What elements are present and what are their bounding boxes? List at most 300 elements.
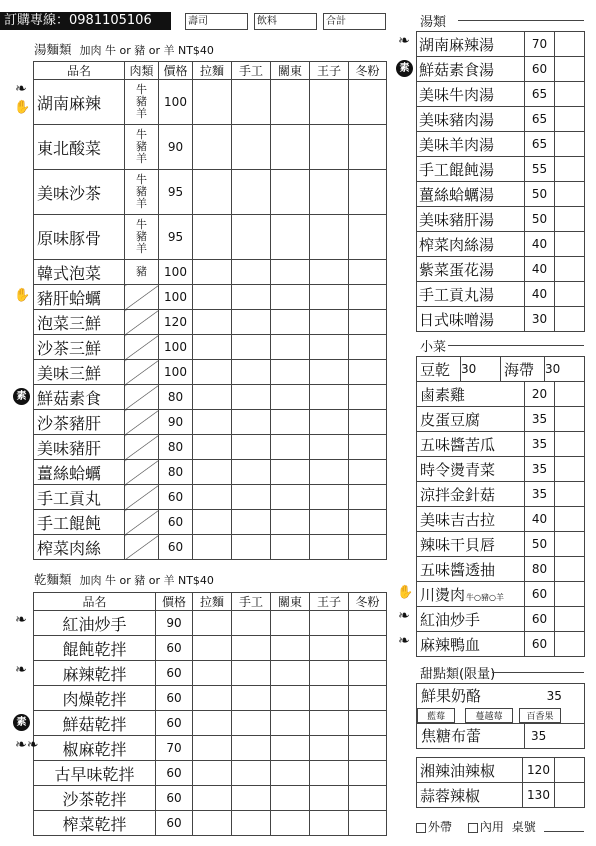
table-row (34, 260, 387, 285)
noodle-choice-cell[interactable] (232, 260, 271, 285)
meat-option[interactable]: 牛 豬 羊 (125, 170, 159, 215)
soup-header (420, 11, 584, 30)
noodle-choice-cell[interactable] (310, 285, 349, 310)
noodle-choice-cell[interactable] (271, 80, 310, 125)
quantity-cell[interactable] (555, 82, 585, 107)
menu-item-name: 紅油炒手 ❧ (417, 607, 525, 632)
meat-choice-text[interactable]: 牛○豬○羊 (466, 592, 504, 602)
table-row (417, 457, 585, 482)
chili-pepper-icon: ❧ (15, 662, 27, 678)
noodle-choice-cell[interactable] (232, 285, 271, 310)
noodle-choice-cell[interactable] (310, 310, 349, 335)
menu-item-price: 60 (525, 632, 555, 657)
noodle-choice-cell[interactable] (349, 736, 387, 761)
noodle-choice-cell[interactable] (310, 711, 349, 736)
noodle-choice-cell[interactable] (310, 811, 349, 836)
menu-item-price: 80 (159, 460, 193, 485)
dessert-table (416, 683, 585, 749)
noodle-choice-cell[interactable] (271, 460, 310, 485)
noodle-choice-cell[interactable] (232, 535, 271, 560)
menu-item-price: 90 (156, 611, 193, 636)
noodle-choice-cell[interactable] (193, 736, 232, 761)
menu-item-price: 30 (525, 307, 555, 332)
menu-item-name: 美味羊肉湯 (417, 132, 525, 157)
menu-item-price: 60 (159, 485, 193, 510)
noodle-choice-cell[interactable] (349, 215, 387, 260)
menu-item-name: 鹵素雞 (417, 382, 525, 407)
quantity-cell[interactable] (555, 557, 585, 582)
caramel-brulee: 焦糖布蕾 (417, 723, 525, 748)
table-row (417, 382, 585, 407)
table-row (417, 432, 585, 457)
table-row (417, 557, 585, 582)
noodle-choice-cell[interactable] (193, 435, 232, 460)
noodle-choice-cell[interactable] (193, 661, 232, 686)
noodle-choice-cell[interactable] (310, 215, 349, 260)
menu-item-name: 涼拌金針菇 (417, 482, 525, 507)
dry-noodle-header (34, 570, 386, 586)
menu-item-price: 100 (159, 360, 193, 385)
flavor-cranberry[interactable]: 蔓越莓 (465, 708, 513, 723)
dry-noodle-col-header: 拉麵 (193, 593, 232, 611)
noodle-choice-cell[interactable] (232, 360, 271, 385)
noodle-choice-cell[interactable] (310, 686, 349, 711)
noodle-choice-cell[interactable] (349, 460, 387, 485)
noodle-choice-cell[interactable] (193, 811, 232, 836)
menu-item-name: 肉燥乾拌 (34, 686, 156, 711)
noodle-choice-cell[interactable] (310, 385, 349, 410)
soup-noodle-col-header: 品名 (34, 62, 125, 80)
menu-item-price: 35 (525, 457, 555, 482)
noodle-choice-cell[interactable] (349, 711, 387, 736)
noodle-choice-cell[interactable] (310, 611, 349, 636)
menu-item-price: 100 (159, 335, 193, 360)
dry-noodle-col-header: 品名 (34, 593, 156, 611)
menu-item-name: 紫菜蛋花湯 (417, 257, 525, 282)
noodle-choice-cell[interactable] (310, 410, 349, 435)
table-row (34, 170, 387, 215)
noodle-choice-cell[interactable] (193, 285, 232, 310)
meat-option[interactable]: 牛 豬 羊 (125, 80, 159, 125)
noodle-choice-cell[interactable] (271, 611, 310, 636)
quantity-cell[interactable] (555, 457, 585, 482)
noodle-choice-cell[interactable] (310, 335, 349, 360)
quantity-cell[interactable] (555, 157, 585, 182)
chili-pepper-icon: ❧ (15, 81, 27, 97)
noodle-choice-cell[interactable] (349, 761, 387, 786)
menu-item-price: 60 (156, 761, 193, 786)
noodle-choice-cell[interactable] (271, 636, 310, 661)
table-row (34, 786, 387, 811)
menu-item-name: 榨菜肉絲 (34, 535, 125, 560)
menu-item-price: 120 (159, 310, 193, 335)
quantity-cell[interactable] (555, 282, 585, 307)
thumbs-up-icon: ✋ (14, 288, 31, 303)
table-row (34, 611, 387, 636)
menu-item-name: 韓式泡菜 (34, 260, 125, 285)
dessert-title: 甜點類(限量) (420, 667, 496, 682)
noodle-choice-cell[interactable] (271, 125, 310, 170)
noodle-choice-cell[interactable] (349, 385, 387, 410)
noodle-choice-cell[interactable] (271, 535, 310, 560)
noodle-choice-cell[interactable] (310, 435, 349, 460)
sushi-field[interactable] (185, 13, 248, 30)
noodle-choice-cell[interactable] (232, 761, 271, 786)
menu-item-name: 手工餛飩湯 (417, 157, 525, 182)
fruit-pudding-price: 35 (525, 684, 585, 708)
menu-item-name: 美味沙茶 (34, 170, 125, 215)
noodle-choice-cell[interactable] (310, 510, 349, 535)
menu-item-name: 鮮菇素食湯 素 (417, 57, 525, 82)
noodle-choice-cell[interactable] (271, 786, 310, 811)
table-row (417, 307, 585, 332)
table-row (417, 632, 585, 657)
noodle-choice-cell[interactable] (310, 360, 349, 385)
noodle-choice-cell[interactable] (232, 711, 271, 736)
noodle-choice-cell[interactable] (271, 385, 310, 410)
noodle-choice-cell[interactable] (193, 310, 232, 335)
table-number-label: 桌號 (511, 820, 536, 834)
noodle-choice-cell[interactable] (232, 385, 271, 410)
table-row (417, 607, 585, 632)
side-table (397, 381, 585, 657)
soup-noodle-col-header: 冬粉 (349, 62, 387, 80)
meat-option (125, 385, 159, 410)
side-pair-table (416, 356, 585, 382)
quantity-cell[interactable] (555, 582, 585, 607)
table-row (34, 410, 387, 435)
noodle-choice-cell[interactable] (271, 736, 310, 761)
menu-item-price: 60 (525, 582, 555, 607)
noodle-choice-cell[interactable] (310, 761, 349, 786)
noodle-choice-cell[interactable] (310, 485, 349, 510)
quantity-cell[interactable] (555, 507, 585, 532)
noodle-choice-cell[interactable] (310, 125, 349, 170)
total-field[interactable] (323, 13, 386, 30)
meat-option[interactable]: 牛 豬 羊 (125, 215, 159, 260)
noodle-choice-cell[interactable] (349, 335, 387, 360)
quantity-cell[interactable] (555, 432, 585, 457)
noodle-choice-cell[interactable] (271, 285, 310, 310)
takeout-label: 外帶 (428, 820, 453, 834)
order-hotline-box: 訂購專線：0981105106 (0, 12, 171, 30)
menu-item-name: 鮮菇乾拌 素 (34, 711, 156, 736)
noodle-choice-cell[interactable] (193, 636, 232, 661)
noodle-choice-cell[interactable] (193, 80, 232, 125)
quantity-cell[interactable] (555, 232, 585, 257)
noodle-choice-cell[interactable] (310, 170, 349, 215)
soup-noodle-title: 湯麵類 (34, 42, 72, 57)
noodle-choice-cell[interactable] (271, 410, 310, 435)
table-row (34, 360, 387, 385)
noodle-choice-cell[interactable] (232, 786, 271, 811)
noodle-choice-cell[interactable] (193, 125, 232, 170)
menu-item-name: 原味豚骨 (34, 215, 125, 260)
meat-option (125, 460, 159, 485)
dry-noodle-col-header: 手工 (232, 593, 271, 611)
noodle-choice-cell[interactable] (271, 711, 310, 736)
caramel-brulee-price: 35 (525, 723, 585, 748)
noodle-choice-cell[interactable] (193, 260, 232, 285)
noodle-choice-cell[interactable] (349, 686, 387, 711)
dry-noodle-col-header: 王子 (310, 593, 349, 611)
noodle-choice-cell[interactable] (232, 460, 271, 485)
quantity-cell[interactable] (555, 107, 585, 132)
noodle-choice-cell[interactable] (349, 125, 387, 170)
table-row (417, 507, 585, 532)
meat-option (125, 310, 159, 335)
noodle-choice-cell[interactable] (349, 260, 387, 285)
noodle-choice-cell[interactable] (349, 636, 387, 661)
menu-item-name: 餛飩乾拌 (34, 636, 156, 661)
menu-item-name: 美味吉古拉 (417, 507, 525, 532)
table-row (417, 157, 585, 182)
quantity-cell[interactable] (555, 132, 585, 157)
noodle-choice-cell[interactable] (193, 360, 232, 385)
meat-option[interactable]: 牛 豬 羊 (125, 125, 159, 170)
noodle-choice-cell[interactable] (232, 485, 271, 510)
noodle-choice-cell[interactable] (232, 661, 271, 686)
noodle-choice-cell[interactable] (232, 170, 271, 215)
noodle-choice-cell[interactable] (310, 460, 349, 485)
menu-item-price: 60 (525, 57, 555, 82)
quantity-cell[interactable] (555, 382, 585, 407)
menu-item-name: 榨菜乾拌 (34, 811, 156, 836)
seaweed: 海帶 (501, 357, 545, 382)
noodle-choice-cell[interactable] (349, 80, 387, 125)
noodle-choice-cell[interactable] (232, 736, 271, 761)
soup-table (398, 31, 585, 332)
table-row (34, 435, 387, 460)
menu-item-price: 80 (525, 557, 555, 582)
quantity-cell[interactable] (555, 307, 585, 332)
quantity-cell[interactable] (555, 532, 585, 557)
menu-item-name: 手工貢丸 (34, 485, 125, 510)
chili-pepper-icon: ❧ (398, 33, 410, 49)
menu-item-name: 美味豬肝 (34, 435, 125, 460)
flavor-passionfruit[interactable]: 百香果 (519, 708, 561, 723)
noodle-choice-cell[interactable] (271, 360, 310, 385)
menu-item-price: 60 (159, 510, 193, 535)
menu-item-price: 80 (159, 435, 193, 460)
table-row (417, 132, 585, 157)
noodle-choice-cell[interactable] (349, 435, 387, 460)
dry-noodle-col-header: 冬粉 (349, 593, 387, 611)
table-row (417, 532, 585, 557)
drinks-field[interactable] (254, 13, 317, 30)
meat-option (125, 535, 159, 560)
noodle-choice-cell[interactable] (232, 611, 271, 636)
quantity-cell[interactable] (555, 182, 585, 207)
noodle-choice-cell[interactable] (193, 215, 232, 260)
noodle-choice-cell[interactable] (310, 535, 349, 560)
menu-item-name: 湘辣油辣椒 (417, 758, 523, 783)
noodle-choice-cell[interactable] (310, 661, 349, 686)
noodle-choice-cell[interactable] (310, 80, 349, 125)
menu-item-price: 60 (156, 661, 193, 686)
noodle-choice-cell[interactable] (193, 485, 232, 510)
noodle-choice-cell[interactable] (193, 410, 232, 435)
noodle-choice-cell[interactable] (193, 761, 232, 786)
dessert-underline (492, 672, 584, 673)
noodle-choice-cell[interactable] (232, 811, 271, 836)
table-row (34, 310, 387, 335)
menu-item-name: 麻辣乾拌 ❧ (34, 661, 156, 686)
noodle-choice-cell[interactable] (349, 786, 387, 811)
soup-noodle-table (14, 61, 387, 560)
noodle-choice-cell[interactable] (193, 335, 232, 360)
soup-title: 湯類 (420, 15, 447, 30)
meat-option[interactable]: 豬 (125, 260, 159, 285)
table-row (417, 582, 585, 607)
noodle-choice-cell[interactable] (271, 661, 310, 686)
noodle-choice-cell[interactable] (193, 711, 232, 736)
noodle-choice-cell[interactable] (193, 686, 232, 711)
dry-noodle-col-header: 價格 (156, 593, 193, 611)
quantity-cell[interactable] (555, 207, 585, 232)
noodle-choice-cell[interactable] (271, 811, 310, 836)
menu-item-price: 40 (525, 257, 555, 282)
noodle-choice-cell[interactable] (193, 170, 232, 215)
pudding-flavors (417, 708, 585, 724)
noodle-choice-cell[interactable] (271, 435, 310, 460)
soup-noodle-note: 加肉 牛 or 豬 or 羊 NT$40 (79, 44, 214, 57)
menu-item-name: 沙茶三鮮 (34, 335, 125, 360)
noodle-choice-cell[interactable] (271, 215, 310, 260)
noodle-choice-cell[interactable] (193, 510, 232, 535)
noodle-choice-cell[interactable] (193, 460, 232, 485)
noodle-choice-cell[interactable] (271, 170, 310, 215)
noodle-choice-cell[interactable] (349, 310, 387, 335)
noodle-choice-cell[interactable] (271, 260, 310, 285)
noodle-choice-cell[interactable] (349, 661, 387, 686)
vegetarian-icon: 素 (13, 388, 30, 405)
soup-noodle-col-header: 價格 (159, 62, 193, 80)
table-row (417, 482, 585, 507)
noodle-choice-cell[interactable] (232, 80, 271, 125)
noodle-choice-cell[interactable] (232, 310, 271, 335)
noodle-choice-cell[interactable] (232, 686, 271, 711)
noodle-choice-cell[interactable] (271, 686, 310, 711)
menu-item-name: 古早味乾拌 (34, 761, 156, 786)
noodle-choice-cell[interactable] (271, 510, 310, 535)
quantity-cell[interactable] (555, 407, 585, 432)
soup-underline (458, 20, 584, 21)
table-row (417, 232, 585, 257)
flavor-blueberry[interactable]: 藍莓 (417, 708, 455, 723)
noodle-choice-cell[interactable] (232, 410, 271, 435)
noodle-choice-cell[interactable] (193, 385, 232, 410)
table-number-line[interactable] (544, 831, 584, 832)
noodle-choice-cell[interactable] (349, 535, 387, 560)
noodle-choice-cell[interactable] (232, 125, 271, 170)
table-row (34, 661, 387, 686)
noodle-choice-cell[interactable] (349, 485, 387, 510)
menu-item-price: 100 (159, 260, 193, 285)
meat-option (125, 335, 159, 360)
menu-item-price: 50 (525, 207, 555, 232)
noodle-choice-cell[interactable] (271, 310, 310, 335)
quantity-cell[interactable] (555, 257, 585, 282)
menu-item-name: 沙茶豬肝 (34, 410, 125, 435)
noodle-choice-cell[interactable] (349, 811, 387, 836)
quantity-cell[interactable] (555, 32, 585, 57)
noodle-choice-cell[interactable] (271, 761, 310, 786)
quantity-cell[interactable] (555, 632, 585, 657)
menu-item-price: 60 (156, 636, 193, 661)
table-row (34, 460, 387, 485)
menu-item-name: 五味醬苦瓜 (417, 432, 525, 457)
noodle-choice-cell[interactable] (349, 410, 387, 435)
side-title: 小菜 (420, 340, 447, 355)
chili-pepper-icon: ❧❧ (15, 737, 39, 753)
side-underline (448, 345, 584, 346)
noodle-choice-cell[interactable] (310, 736, 349, 761)
table-row (34, 125, 387, 170)
quantity-cell[interactable] (555, 607, 585, 632)
table-row (417, 207, 585, 232)
table-row (34, 335, 387, 360)
noodle-choice-cell[interactable] (349, 285, 387, 310)
dinein-checkbox[interactable] (468, 823, 478, 833)
menu-item-price: 40 (525, 282, 555, 307)
menu-item-price: 70 (156, 736, 193, 761)
noodle-choice-cell[interactable] (232, 510, 271, 535)
quantity-cell[interactable] (555, 482, 585, 507)
noodle-choice-cell[interactable] (193, 535, 232, 560)
soup-noodle-col-header: 關東 (271, 62, 310, 80)
noodle-choice-cell[interactable] (232, 335, 271, 360)
noodle-choice-cell[interactable] (349, 510, 387, 535)
dessert-header (420, 663, 584, 682)
noodle-choice-cell[interactable] (232, 636, 271, 661)
table-row (417, 257, 585, 282)
menu-item-price: 35 (525, 482, 555, 507)
table-row (34, 285, 387, 310)
table-row (34, 215, 387, 260)
menu-item-name: 泡菜三鮮 (34, 310, 125, 335)
table-row (34, 761, 387, 786)
menu-item-name: 美味豬肉湯 (417, 107, 525, 132)
fruit-pudding: 鮮果奶酪 (417, 684, 525, 708)
quantity-cell[interactable] (555, 783, 585, 808)
noodle-choice-cell[interactable] (349, 360, 387, 385)
noodle-choice-cell[interactable] (310, 260, 349, 285)
menu-item-price: 55 (525, 157, 555, 182)
soup-noodle-header (34, 40, 386, 56)
noodle-choice-cell[interactable] (232, 435, 271, 460)
noodle-choice-cell[interactable] (310, 786, 349, 811)
noodle-choice-cell[interactable] (193, 786, 232, 811)
dried-tofu: 豆乾 (417, 357, 461, 382)
noodle-choice-cell[interactable] (271, 485, 310, 510)
noodle-choice-cell[interactable] (232, 215, 271, 260)
noodle-choice-cell[interactable] (193, 611, 232, 636)
menu-item-name: 薑絲蛤蠣 (34, 460, 125, 485)
menu-item-name: 麻辣鴨血 ❧ (417, 632, 525, 657)
table-row (417, 783, 585, 808)
noodle-choice-cell[interactable] (271, 335, 310, 360)
menu-item-price: 100 (159, 80, 193, 125)
noodle-choice-cell[interactable] (349, 611, 387, 636)
takeout-checkbox[interactable] (416, 823, 426, 833)
noodle-choice-cell[interactable] (310, 636, 349, 661)
noodle-choice-cell[interactable] (349, 170, 387, 215)
quantity-cell[interactable] (555, 758, 585, 783)
side-header (420, 336, 584, 355)
quantity-cell[interactable] (555, 57, 585, 82)
menu-item-name: 美味牛肉湯 (417, 82, 525, 107)
